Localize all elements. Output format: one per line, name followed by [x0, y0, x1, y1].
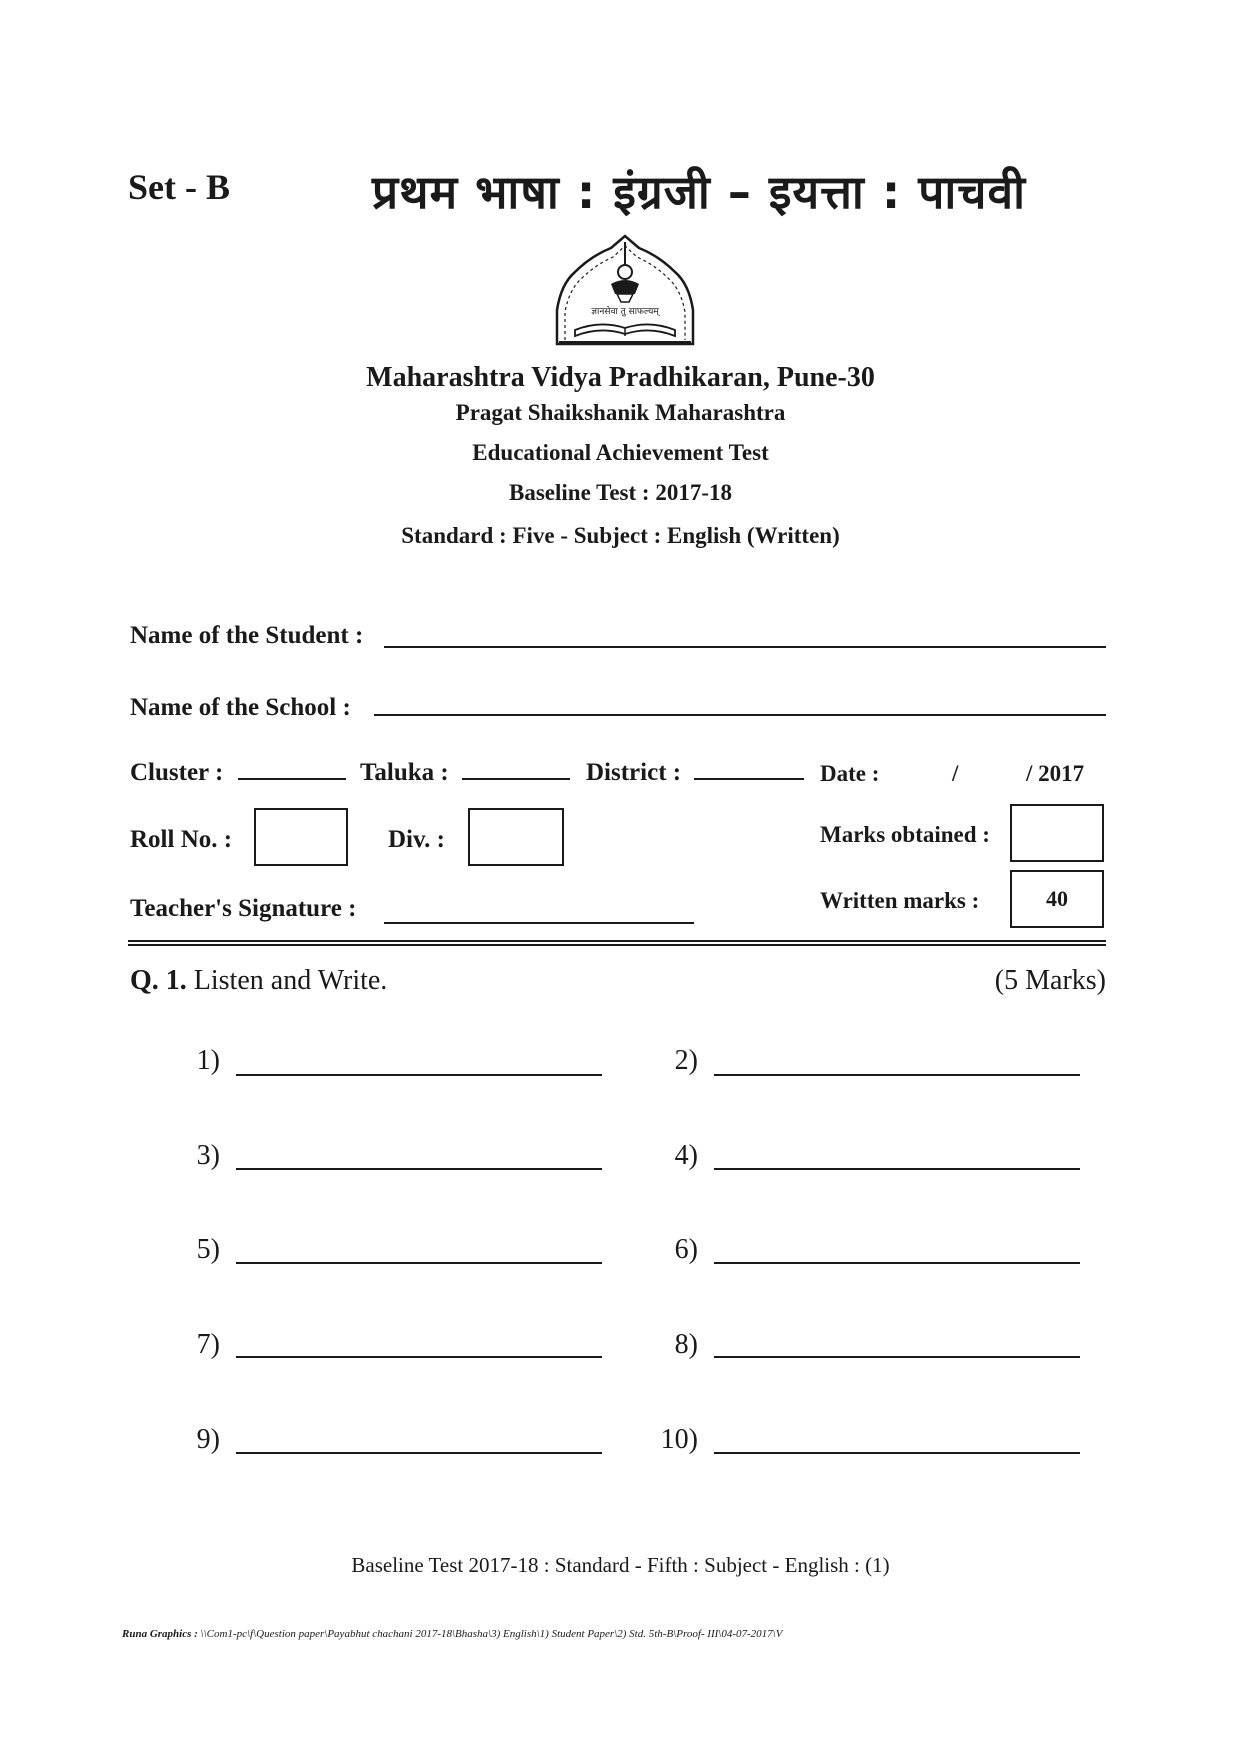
roll-number-label: Roll No. : — [130, 826, 233, 853]
division-label: Div. : — [388, 826, 445, 853]
answer-number: 7) — [196, 1329, 220, 1360]
answer-number: 10) — [660, 1424, 698, 1455]
board-emblem-logo — [545, 232, 705, 350]
date-separator: / — [952, 761, 959, 786]
date-year: / 2017 — [1026, 761, 1085, 786]
answer-line-5[interactable] — [236, 1262, 602, 1264]
marks-obtained-box[interactable] — [1010, 804, 1104, 862]
page-footer: Baseline Test 2017-18 : Standard - Fifth : Subject - English : (1) — [351, 1553, 890, 1577]
answer-line-6[interactable] — [714, 1262, 1080, 1264]
question-text: Listen and Write. — [193, 965, 388, 996]
student-name-label: Name of the Student : — [130, 622, 364, 649]
school-name-label: Name of the School : — [130, 694, 351, 721]
district-label: District : — [586, 759, 682, 786]
teacher-signature-field[interactable] — [384, 922, 694, 924]
test-name: Educational Achievement Test — [472, 440, 769, 465]
answer-line-9[interactable] — [236, 1452, 602, 1454]
answer-line-10[interactable] — [714, 1452, 1080, 1454]
question-heading — [130, 965, 387, 997]
answer-number: 8) — [674, 1329, 698, 1360]
answer-number: 9) — [196, 1424, 220, 1455]
emblem-motto: ज्ञानसेवा तु साफल्यम् — [591, 307, 659, 317]
student-name-field[interactable] — [384, 646, 1106, 648]
question-number: Q. 1. — [130, 965, 187, 996]
roll-number-box[interactable] — [254, 808, 348, 866]
path-note-prefix: Runa Graphics : — [122, 1628, 198, 1640]
organization-name: Maharashtra Vidya Pradhikaran, Pune-30 — [366, 362, 875, 393]
answer-line-8[interactable] — [714, 1356, 1080, 1358]
taluka-field[interactable] — [462, 778, 570, 780]
answer-number: 1) — [196, 1045, 220, 1076]
answer-line-2[interactable] — [714, 1074, 1080, 1076]
section-divider — [128, 940, 1106, 946]
hindi-title: प्रथम भाषा : इंग्रजी – इयत्ता : पाचवी — [372, 165, 1027, 219]
school-name-field[interactable] — [374, 714, 1106, 716]
cluster-field[interactable] — [238, 778, 346, 780]
answer-line-4[interactable] — [714, 1168, 1080, 1170]
set-label: Set - B — [128, 167, 230, 207]
marks-obtained-label: Marks obtained : — [820, 822, 990, 847]
written-marks-box: 40 — [1010, 870, 1104, 928]
answer-number: 4) — [674, 1140, 698, 1171]
answer-number: 5) — [196, 1234, 220, 1265]
division-box[interactable] — [468, 808, 564, 866]
baseline-test: Baseline Test : 2017-18 — [509, 480, 732, 505]
written-marks-label: Written marks : — [820, 888, 980, 913]
cluster-label: Cluster : — [130, 759, 224, 786]
district-field[interactable] — [694, 778, 804, 780]
date-label: Date : — [820, 761, 880, 786]
question-marks: (5 Marks) — [994, 965, 1106, 996]
answer-line-7[interactable] — [236, 1356, 602, 1358]
answer-line-1[interactable] — [236, 1074, 602, 1076]
answer-number: 2) — [674, 1045, 698, 1076]
program-name: Pragat Shaikshanik Maharashtra — [455, 400, 786, 425]
file-path-note — [122, 1628, 782, 1640]
answer-line-3[interactable] — [236, 1168, 602, 1170]
answer-number: 6) — [674, 1234, 698, 1265]
answer-number: 3) — [196, 1140, 220, 1171]
path-note-text: \\Com1-pc\f\Question paper\Payabhut chachani 2017-18\Bhasha\3) English\1) Student Paper\2) Std. 5th-B\Proof- III\04-07-2017\V — [200, 1628, 783, 1640]
standard-subject: Standard : Five - Subject : English (Written) — [401, 523, 840, 548]
teacher-signature-label: Teacher's Signature : — [130, 895, 357, 922]
taluka-label: Taluka : — [360, 759, 449, 786]
